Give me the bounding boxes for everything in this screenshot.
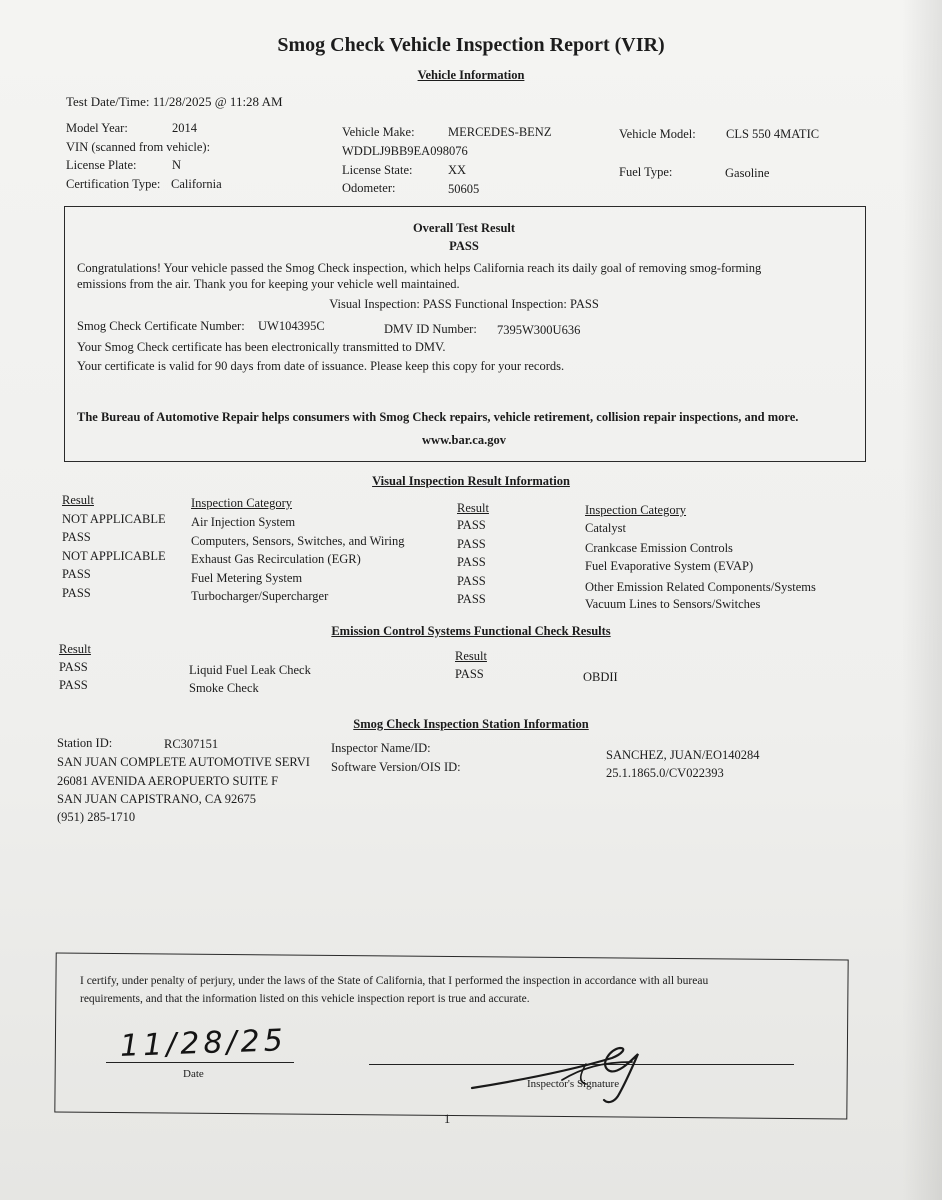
odometer-label: Odometer:: [342, 181, 396, 195]
visual-right-category: Crankcase Emission Controls: [585, 541, 733, 555]
functional-left-check: Smoke Check: [189, 681, 259, 695]
model-value: CLS 550 4MATIC: [726, 127, 820, 141]
visual-left-category: Fuel Metering System: [191, 571, 303, 585]
software-label: Software Version/OIS ID:: [331, 760, 461, 774]
visual-right-result: PASS: [457, 574, 486, 588]
model-year-label: Model Year:: [66, 121, 128, 135]
visual-left-category: Exhaust Gas Recirculation (EGR): [191, 552, 361, 566]
visual-right-result: PASS: [457, 555, 486, 569]
fuel-type-label: Fuel Type:: [619, 165, 673, 179]
model-label: Vehicle Model:: [619, 127, 696, 141]
visual-left-result: PASS: [62, 586, 91, 600]
model-year-value: 2014: [172, 121, 197, 135]
visual-right-category: Other Emission Related Components/Systems: [585, 580, 816, 594]
license-plate-value: N: [172, 158, 182, 172]
license-plate-label: License Plate:: [66, 158, 137, 172]
visual-right-result-header: Result: [457, 501, 489, 515]
inspector-label: Inspector Name/ID:: [331, 741, 431, 755]
station-id-value: RC307151: [164, 737, 219, 751]
overall-result-heading: Overall Test Result: [412, 221, 516, 235]
software-value: 25.1.1865.0/CV022393: [606, 766, 724, 780]
vin-value: WDDLJ9BB9EA098076: [342, 144, 468, 158]
functional-right-result: PASS: [455, 667, 484, 681]
station-address-1: 26081 AVENIDA AEROPUERTO SUITE F: [57, 774, 279, 788]
license-state-label: License State:: [342, 163, 413, 177]
handwritten-date: 11/28/25: [119, 1023, 288, 1064]
functional-left-result: PASS: [59, 660, 88, 674]
visual-right-category: Fuel Evaporative System (EVAP): [585, 559, 754, 573]
transmitted-text: Your Smog Check certificate has been electronically transmitted to DMV.: [77, 340, 446, 354]
report-title: Smog Check Vehicle Inspection Report (VIR): [277, 34, 665, 56]
dmv-id-value: 7395W300U636: [497, 323, 581, 337]
validity-text: Your certificate is valid for 90 days from date of issuance. Please keep this copy for your records.: [77, 359, 565, 373]
page-edge-shadow: [902, 0, 942, 1200]
cert-number-label: Smog Check Certificate Number:: [77, 319, 245, 333]
inspector-signature: [462, 1040, 672, 1110]
make-label: Vehicle Make:: [342, 125, 415, 139]
visual-left-result: NOT APPLICABLE: [62, 512, 166, 526]
visual-left-result-header: Result: [62, 493, 94, 507]
visual-right-category-header: Inspection Category: [585, 503, 687, 517]
functional-right-result-header: Result: [455, 649, 487, 663]
bar-url[interactable]: www.bar.ca.gov: [422, 433, 506, 447]
overall-result-value: PASS: [449, 239, 479, 253]
vin-label: VIN (scanned from vehicle):: [66, 140, 211, 154]
station-info-heading: Smog Check Inspection Station Information: [353, 717, 589, 731]
dmv-id-label: DMV ID Number:: [384, 322, 477, 336]
visual-left-result: NOT APPLICABLE: [62, 549, 166, 563]
visual-right-result: PASS: [457, 592, 486, 606]
station-name: SAN JUAN COMPLETE AUTOMOTIVE SERVI: [57, 755, 310, 769]
visual-left-category: Air Injection System: [191, 515, 296, 529]
congrats-line-1: Congratulations! Your vehicle passed the Smog Check inspection, which helps California reach its daily goal of removing smog-forming: [77, 261, 762, 275]
license-state-value: XX: [448, 163, 467, 177]
test-datetime-value: 11/28/2025 @ 11:28 AM: [152, 94, 283, 109]
visual-right-category: Vacuum Lines to Sensors/Switches: [585, 597, 761, 611]
visual-left-category: Computers, Sensors, Switches, and Wiring: [191, 534, 405, 548]
inspector-value: SANCHEZ, JUAN/EO140284: [606, 748, 760, 762]
station-address-2: SAN JUAN CAPISTRANO, CA 92675: [57, 792, 256, 806]
signature-label: Inspector's Signature: [527, 1078, 620, 1090]
odometer-value: 50605: [448, 182, 480, 196]
certification-line-2: requirements, and that the information listed on this vehicle inspection report is true and accurate.: [80, 993, 530, 1005]
functional-left-check: Liquid Fuel Leak Check: [189, 663, 311, 677]
date-line: [106, 1062, 294, 1063]
functional-left-result: PASS: [59, 678, 88, 692]
cert-type-value: California: [171, 177, 222, 191]
page-number: 1: [444, 1112, 451, 1126]
make-value: MERCEDES-BENZ: [448, 125, 552, 139]
visual-right-result: PASS: [457, 518, 486, 532]
vehicle-info-heading: Vehicle Information: [417, 68, 525, 82]
station-id-label: Station ID:: [57, 736, 113, 750]
cert-number-value: UW104395C: [258, 319, 325, 333]
inspection-summary: Visual Inspection: PASS Functional Inspection: PASS: [329, 297, 599, 311]
visual-left-category: Turbocharger/Supercharger: [191, 589, 329, 603]
station-phone: (951) 285-1710: [57, 810, 136, 824]
congrats-line-2: emissions from the air. Thank you for keeping your vehicle well maintained.: [77, 277, 460, 291]
functional-right-check: OBDII: [583, 670, 618, 684]
date-label: Date: [183, 1068, 204, 1080]
visual-left-category-header: Inspection Category: [191, 496, 293, 510]
test-datetime-row: [66, 94, 283, 110]
functional-check-heading: Emission Control Systems Functional Check Results: [331, 624, 611, 638]
fuel-type-value: Gasoline: [725, 166, 770, 180]
test-datetime-label: Test Date/Time:: [66, 94, 150, 109]
bar-notice: The Bureau of Automotive Repair helps consumers with Smog Check repairs, vehicle retirement, collision repair inspections, and more.: [77, 410, 799, 424]
visual-inspection-heading: Visual Inspection Result Information: [372, 474, 570, 488]
visual-right-result: PASS: [457, 537, 486, 551]
visual-left-result: PASS: [62, 567, 91, 581]
visual-right-category: Catalyst: [585, 521, 626, 535]
certification-line-1: I certify, under penalty of perjury, under the laws of the State of California, that I performed the inspection in accordance with all bureau: [80, 975, 709, 987]
functional-left-result-header: Result: [59, 642, 91, 656]
cert-type-label: Certification Type:: [66, 177, 161, 191]
visual-left-result: PASS: [62, 530, 91, 544]
